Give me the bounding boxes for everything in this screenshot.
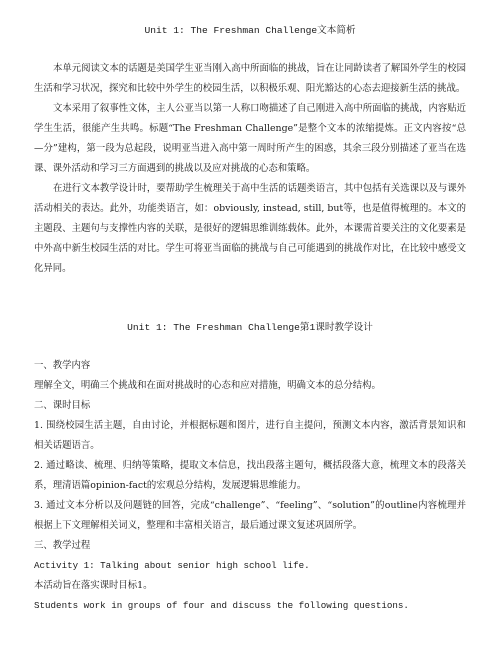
section-teaching-process: 三、教学过程 xyxy=(34,540,91,551)
goal-2: 2. 通过略读、梳理、归纳等策略，提取文本信息，找出段落主题句，概括段落大意，梳理文本的段落关系，理清语篇opinion-fact的宏观总分结构，发展逻辑思维能力。 xyxy=(34,460,466,491)
goal-3: 3. 通过文本分析以及问题链的回答，完成“challenge”、“feeling”、“solution”的outline内容梳理并根据上下文理解相关词义，整理和丰富相关语言，最后通过课文复述巩固所学。 xyxy=(34,500,466,531)
paragraph-teaching-design: 在进行文本教学设计时，要帮助学生梳理关于高中生活的话题类语言，其中包括有关选课以及与课外活动相关的表达。此外，功能类语言，如：obviously, instead, still, but等，也是值得梳理的。本文的主题段、主题句与支撑性内容的关联，是很好的逻辑思维训练载体。此外，本课需首要关注的文化要素是中外高中新生校园生活的对比。学生可将亚当面临的挑战与自己可能遇到的挑战作对比，在比较中感受文化异同。 xyxy=(34,183,466,274)
section-teaching-content: 一、教学内容 xyxy=(34,360,91,371)
section-lesson-goals: 二、课时目标 xyxy=(34,400,91,411)
lesson-plan-title: Unit 1: The Freshman Challenge第1课时教学设计 xyxy=(127,322,373,333)
teaching-content-body: 理解全文，明确三个挑战和在面对挑战时的心态和应对措施，明确文本的总分结构。 xyxy=(34,380,381,391)
activity-1-title: Activity 1: Talking about senior high school life. xyxy=(34,560,310,571)
activity-1-note: 本活动旨在落实课时目标1。 xyxy=(34,580,153,591)
goal-1: 1. 围绕校园生活主题，自由讨论，并根据标题和图片，进行自主提问，预测文本内容，激活背景知识和相关话题语言。 xyxy=(34,420,466,451)
paragraph-structure: 文本采用了叙事性文体，主人公亚当以第一人称口吻描述了自己刚进入高中所面临的挑战，内容贴近学生生活，很能产生共鸣。标题“The Freshman Challenge”是整个文本的浓缩提炼。正文内容按“总—分”建构，第一段为总起段，说明亚当进入高中第一周时所产生的困惑，其余三段分别描述了亚当在选课、课外活动和学习三方面遇到的挑战以及应对挑战的心态和策略。 xyxy=(34,103,466,174)
paragraph-topic: 本单元阅读文本的话题是美国学生亚当刚入高中所面临的挑战，旨在让同龄读者了解国外学生的校园生活和学习状况，探究和比较中外学生的校园生活，以积极乐观、阳光豁达的心态去迎接新生活的挑战。 xyxy=(34,63,466,94)
analysis-title: Unit 1: The Freshman Challenge文本简析 xyxy=(144,25,356,36)
activity-1-task: Students work in groups of four and discuss the following questions. xyxy=(34,600,409,611)
